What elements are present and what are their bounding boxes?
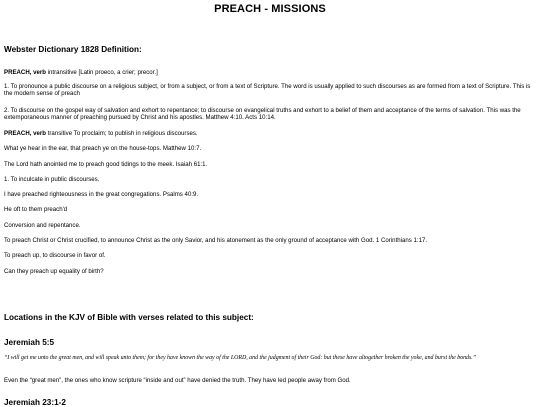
definition-paragraph-2: 2. To discourse on the gospel way of salvation and exhort to repentance; to discourse on evangelical truths and exhort to a belief of them and acceptance of the terms of salvation. This was the extemporaneous manner of preaching pursued by Christ and his apostles. Matthew 4:10. Acts 10:14. [4, 107, 521, 122]
definition-paragraph-3: What ye hear in the ear, that preach ye on the house-tops. Matthew 10:7. [4, 145, 202, 152]
verse-commentary: Even the “great men”, the ones who know scripture “inside and out” have denied the truth. They have led people away from God. [4, 377, 351, 384]
kjv-heading: Locations in the KJV of Bible with verses related to this subject: [4, 313, 254, 322]
webster-heading: Webster Dictionary 1828 Definition: [4, 45, 142, 54]
definition-paragraph-7: He oft to them preach'd [4, 206, 68, 213]
definition-paragraph-1: 1. To pronounce a public discourse on a religious subject, or from a subject, or from a text of Scripture. The word is usually applied to such discourses as are formed from a text of Scripture. This is the modern sense of preach [4, 83, 531, 98]
definition-paragraph-9: To preach Christ or Christ crucified, to announce Christ as the only Savior, and his atonement as the only ground of acceptance with God. 1 Corinthians 1:17. [4, 237, 428, 244]
definition-paragraph-4: The Lord hath anointed me to preach good tidings to the meek. Isaiah 61:1. [4, 161, 208, 168]
definition-term: PREACH, verb [4, 130, 46, 137]
definition-paragraph-6: I have preached righteousness in the great congregations. Psalms 40:9. [4, 191, 199, 198]
definition-paragraph-11: Can they preach up equality of birth? [4, 268, 104, 275]
definition-paragraph-10: To preach up, to discourse in favor of. [4, 252, 106, 259]
definition-term: PREACH, verb [4, 69, 46, 76]
definition-paragraph-5: 1. To inculcate in public discourses. [4, 176, 100, 183]
definition-paragraph-8: Conversion and repentance. [4, 222, 81, 229]
definition-transitive [4, 130, 536, 137]
verse-reference: Jeremiah 5:5 [4, 338, 55, 347]
definition-intransitive [4, 69, 536, 76]
verse-quote: “I will get me unto the great men, and will speak unto them; for they have known the way of the LORD, and the judgment of their God: but these have altogether broken the yoke, and burst the bonds.” [4, 355, 477, 361]
verse-reference: Jeremiah 23:1-2 [4, 398, 66, 407]
definition-etymology: intransitive [Latin proeco, a crier; precor.] [46, 69, 158, 76]
page-title: PREACH - MISSIONS [214, 3, 326, 15]
definition-meaning: transitive To proclaim; to publish in religious discourses. [46, 130, 198, 137]
